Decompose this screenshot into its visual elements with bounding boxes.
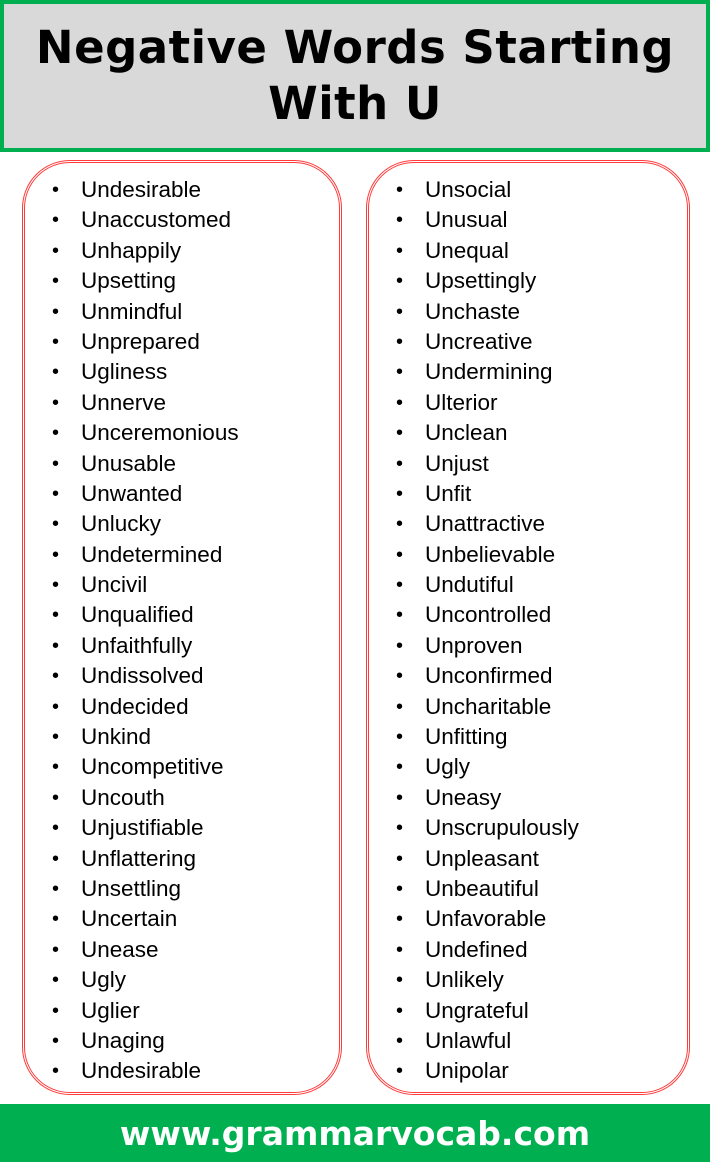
bullet-icon: • [52, 209, 60, 232]
bullet-icon: • [52, 543, 60, 566]
list-item [369, 449, 687, 479]
list-item [369, 722, 687, 752]
bullet-icon: • [52, 513, 60, 536]
word-text: Unlucky [81, 511, 162, 537]
list-item [25, 600, 339, 630]
word-text: Unease [81, 936, 159, 962]
bullet-icon: • [396, 969, 404, 992]
word-text: Undesirable [81, 1058, 202, 1084]
list-item [25, 266, 339, 296]
bullet-icon: • [52, 604, 60, 627]
word-text: Unaccustomed [81, 207, 232, 233]
bullet-icon: • [52, 726, 60, 749]
bullet-icon: • [396, 543, 404, 566]
list-item [25, 813, 339, 843]
bullet-icon: • [52, 270, 60, 293]
word-text: Unfit [425, 480, 472, 506]
list-item [369, 692, 687, 722]
bullet-icon: • [396, 179, 404, 201]
word-text: Unusable [81, 450, 177, 476]
list-item [369, 540, 687, 570]
word-text: Unscrupulously [425, 815, 579, 841]
bullet-icon: • [52, 422, 60, 445]
page-title: Negative Words Starting With U [35, 21, 675, 130]
word-text: Unjust [425, 450, 489, 476]
word-text: Unsettling [81, 875, 182, 901]
word-text: Undesirable [81, 177, 202, 202]
list-item [25, 844, 339, 874]
list-item [25, 965, 339, 995]
word-text: Upsettingly [425, 268, 537, 294]
bullet-icon: • [396, 300, 404, 323]
word-text: Uglier [81, 997, 140, 1023]
word-text: Uncompetitive [81, 754, 224, 780]
list-item [25, 388, 339, 418]
list-item [25, 570, 339, 600]
bullet-icon: • [52, 999, 60, 1022]
list-item [25, 692, 339, 722]
bullet-icon: • [396, 695, 404, 718]
word-text: Ungrateful [425, 997, 529, 1023]
list-item [369, 297, 687, 327]
bullet-icon: • [52, 391, 60, 414]
bullet-icon: • [396, 756, 404, 779]
bullet-icon: • [52, 482, 60, 505]
bullet-icon: • [396, 422, 404, 445]
list-item [25, 1026, 339, 1056]
list-item [25, 449, 339, 479]
bullet-icon: • [52, 938, 60, 961]
bullet-icon: • [396, 361, 404, 384]
word-text: Unprepared [81, 328, 200, 354]
list-item [25, 418, 339, 448]
word-text: Unattractive [425, 511, 546, 537]
list-item [369, 357, 687, 387]
list-item [369, 844, 687, 874]
list-item [25, 327, 339, 357]
list-item [25, 1056, 339, 1086]
word-text: Undetermined [81, 541, 223, 567]
word-list-right [366, 160, 690, 1095]
word-text: Unusual [425, 207, 508, 233]
list-item [369, 783, 687, 813]
list-item [369, 1056, 687, 1086]
bullet-icon: • [52, 330, 60, 353]
word-text: Ugly [81, 967, 127, 993]
list-item [369, 874, 687, 904]
bullet-icon: • [396, 482, 404, 505]
list-item [369, 509, 687, 539]
word-text: Ulterior [425, 389, 498, 415]
list-item [369, 935, 687, 965]
bullet-icon: • [52, 1060, 60, 1083]
word-text: Undefined [425, 936, 528, 962]
list-item [369, 327, 687, 357]
word-text: Unhappily [81, 237, 182, 263]
bullet-icon: • [396, 1060, 404, 1083]
bullet-icon: • [52, 695, 60, 718]
bullet-icon: • [396, 847, 404, 870]
word-text: Unnerve [81, 389, 167, 415]
word-text: Uncreative [425, 328, 533, 354]
bullet-icon: • [52, 847, 60, 870]
bullet-icon: • [396, 604, 404, 627]
bullet-icon: • [52, 634, 60, 657]
word-text: Ugly [425, 754, 471, 780]
bullet-icon: • [52, 908, 60, 931]
list-item [25, 205, 339, 235]
word-text: Unclean [425, 420, 508, 446]
list-item [369, 661, 687, 691]
word-text: Unflattering [81, 845, 197, 871]
word-text: Unjustifiable [81, 815, 204, 841]
word-text: Upsetting [81, 268, 177, 294]
bullet-icon: • [396, 209, 404, 232]
word-text: Unmindful [81, 298, 183, 324]
word-text: Unconfirmed [425, 663, 553, 689]
list-item [25, 722, 339, 752]
bullet-icon: • [52, 300, 60, 323]
word-text: Uncontrolled [425, 602, 552, 628]
word-text: Uncouth [81, 784, 165, 810]
bullet-icon: • [396, 574, 404, 597]
footer-banner [0, 1104, 710, 1162]
bullet-icon: • [396, 665, 404, 688]
list-item [25, 904, 339, 934]
word-text: Uneasy [425, 784, 502, 810]
list-item [25, 357, 339, 387]
word-text: Unipolar [425, 1058, 509, 1084]
list-item [369, 388, 687, 418]
bullet-icon: • [396, 726, 404, 749]
list-item [369, 205, 687, 235]
bullet-icon: • [396, 908, 404, 931]
list-item [369, 752, 687, 782]
word-text: Unfavorable [425, 906, 547, 932]
bullet-icon: • [52, 665, 60, 688]
word-text: Undutiful [425, 572, 514, 598]
list-item [369, 418, 687, 448]
list-item [369, 996, 687, 1026]
list-item [25, 540, 339, 570]
list-item [25, 752, 339, 782]
bullet-icon: • [52, 574, 60, 597]
list-item [369, 600, 687, 630]
bullet-icon: • [396, 1029, 404, 1052]
word-text: Unaging [81, 1027, 165, 1053]
list-item [369, 631, 687, 661]
word-text: Unlikely [425, 967, 504, 993]
list-item [25, 479, 339, 509]
word-text: Uncertain [81, 906, 178, 932]
bullet-icon: • [396, 452, 404, 475]
bullet-icon: • [396, 513, 404, 536]
bullet-icon: • [396, 938, 404, 961]
word-text: Unkind [81, 724, 152, 750]
word-text: Unequal [425, 237, 509, 263]
bullet-icon: • [396, 239, 404, 262]
word-text: Uncivil [81, 572, 148, 598]
bullet-icon: • [52, 239, 60, 262]
word-text: Unqualified [81, 602, 194, 628]
bullet-icon: • [396, 270, 404, 293]
word-text: Undecided [81, 693, 189, 719]
word-text: Unpleasant [425, 845, 539, 871]
word-text: Ugliness [81, 359, 168, 385]
list-item [369, 175, 687, 205]
word-text: Unbeautiful [425, 875, 539, 901]
title-banner [0, 0, 710, 152]
bullet-icon: • [396, 391, 404, 414]
word-text: Unceremonious [81, 420, 239, 446]
bullet-icon: • [396, 786, 404, 809]
word-list-left [22, 160, 342, 1095]
word-text: Unproven [425, 632, 523, 658]
word-text: Unbelievable [425, 541, 556, 567]
list-item [25, 509, 339, 539]
list-item [25, 175, 339, 205]
list-item [369, 1026, 687, 1056]
bullet-icon: • [52, 817, 60, 840]
word-text: Unlawful [425, 1027, 512, 1053]
bullet-icon: • [52, 877, 60, 900]
list-item [25, 631, 339, 661]
word-text: Unchaste [425, 298, 521, 324]
list-item [25, 236, 339, 266]
bullet-icon: • [396, 877, 404, 900]
list-item [369, 813, 687, 843]
word-text: Unfaithfully [81, 632, 193, 658]
list-item [369, 965, 687, 995]
list-item [25, 783, 339, 813]
bullet-icon: • [52, 452, 60, 475]
word-text: Unwanted [81, 480, 183, 506]
list-item [369, 904, 687, 934]
list-item [369, 479, 687, 509]
bullet-icon: • [52, 179, 60, 201]
word-text: Uncharitable [425, 693, 552, 719]
bullet-icon: • [396, 634, 404, 657]
bullet-icon: • [396, 330, 404, 353]
list-item [25, 661, 339, 691]
list-item [25, 874, 339, 904]
bullet-icon: • [52, 1029, 60, 1052]
bullet-icon: • [396, 817, 404, 840]
list-item [25, 935, 339, 965]
word-text: Unfitting [425, 724, 508, 750]
bullet-icon: • [396, 999, 404, 1022]
word-text: Undissolved [81, 663, 204, 689]
list-item [369, 266, 687, 296]
word-text: Unsocial [425, 177, 512, 202]
website-url: www.grammarvocab.com [119, 1113, 591, 1153]
list-item [25, 297, 339, 327]
list-item [369, 236, 687, 266]
word-text: Undermining [425, 359, 553, 385]
bullet-icon: • [52, 786, 60, 809]
bullet-icon: • [52, 756, 60, 779]
list-item [369, 570, 687, 600]
bullet-icon: • [52, 969, 60, 992]
list-item [25, 996, 339, 1026]
bullet-icon: • [52, 361, 60, 384]
